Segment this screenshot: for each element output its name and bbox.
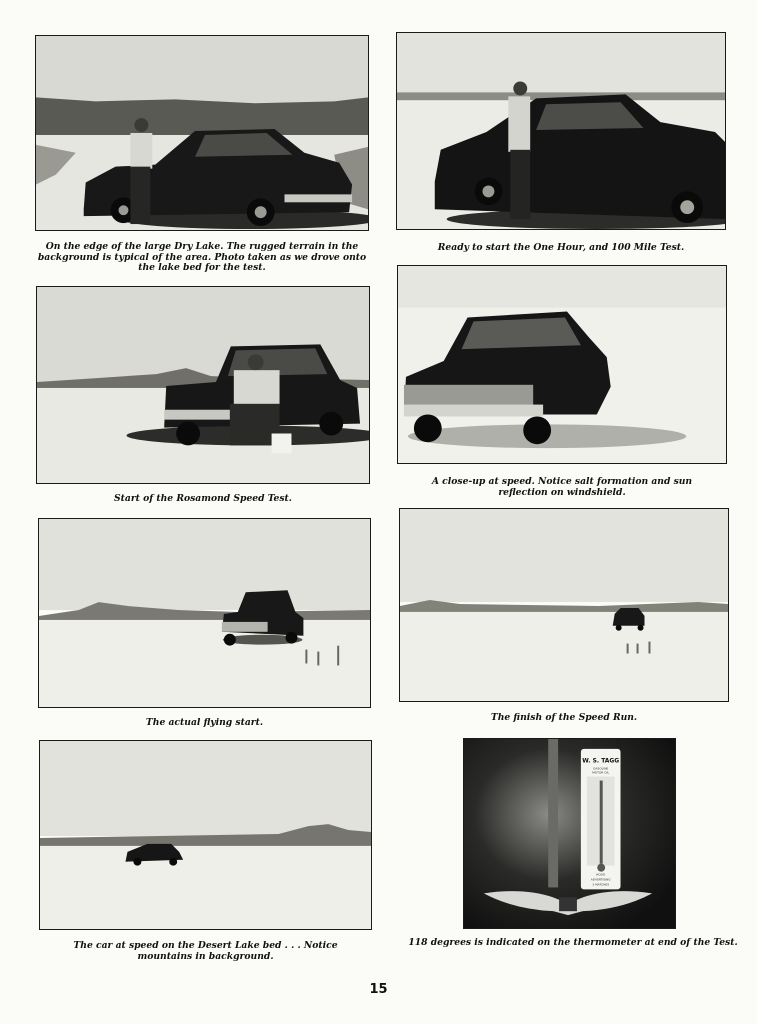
photo-4-caption xyxy=(397,477,727,498)
photo-5-caption xyxy=(38,718,371,729)
photo-desert-lake-bed xyxy=(39,740,372,930)
caption-line: Ready to start the One Hour, and 100 Mile Test. xyxy=(437,242,685,253)
caption-line: mountains in background. xyxy=(137,950,274,962)
thermometer-label: W. S. TAGG xyxy=(582,757,620,765)
photo-8-caption xyxy=(400,938,746,949)
thermometer-label: HOOD xyxy=(596,872,606,877)
photo-rosamond-start xyxy=(36,286,370,484)
caption-line: A close-up at speed. Notice salt formation and sun xyxy=(431,476,693,487)
caption-line: Start of the Rosamond Speed Test. xyxy=(113,493,292,504)
photo-4-image xyxy=(398,266,726,463)
photo-6-caption xyxy=(399,713,729,724)
photo-3-caption xyxy=(36,494,370,505)
photo-flying-start xyxy=(38,518,371,708)
caption-line: reflection on windshield. xyxy=(498,486,626,498)
photo-8-image xyxy=(464,739,675,928)
photo-7-image xyxy=(40,741,371,929)
caption-line: The finish of the Speed Run. xyxy=(490,712,638,723)
caption-line: The actual flying start. xyxy=(145,717,264,728)
thermometer-label: MOTOR OIL xyxy=(592,770,610,775)
thermometer-label: GASOLINE xyxy=(593,766,609,771)
page-number: 15 xyxy=(369,982,388,997)
caption-line: The car at speed on the Desert Lake bed . . . Notice xyxy=(73,940,338,951)
photo-2-caption xyxy=(396,243,726,254)
thermometer-label: 3 MATCHES xyxy=(592,882,610,887)
photo-close-up-at-speed xyxy=(397,265,727,464)
photo-1-caption xyxy=(35,242,369,274)
photo-5-image xyxy=(39,519,370,707)
caption-line: On the edge of the large Dry Lake. The rugged terrain in the xyxy=(45,241,359,252)
photo-thermometer xyxy=(463,738,676,929)
photo-7-caption xyxy=(39,941,372,962)
caption-line: background is typical of the area. Photo taken as we drove onto xyxy=(37,251,367,263)
photo-finish-of-run xyxy=(399,508,729,702)
caption-line: the lake bed for the test. xyxy=(138,262,266,273)
photo-2-image xyxy=(397,33,725,229)
photo-6-image xyxy=(400,509,728,701)
photo-ready-to-start xyxy=(396,32,726,230)
photo-1-image xyxy=(36,36,368,230)
caption-line: 118 degrees is indicated on the thermometer at end of the Test. xyxy=(408,937,738,948)
thermometer-label: ADVERTISING xyxy=(590,877,611,882)
photo-dry-lake-edge xyxy=(35,35,369,231)
photo-3-image xyxy=(37,287,369,483)
